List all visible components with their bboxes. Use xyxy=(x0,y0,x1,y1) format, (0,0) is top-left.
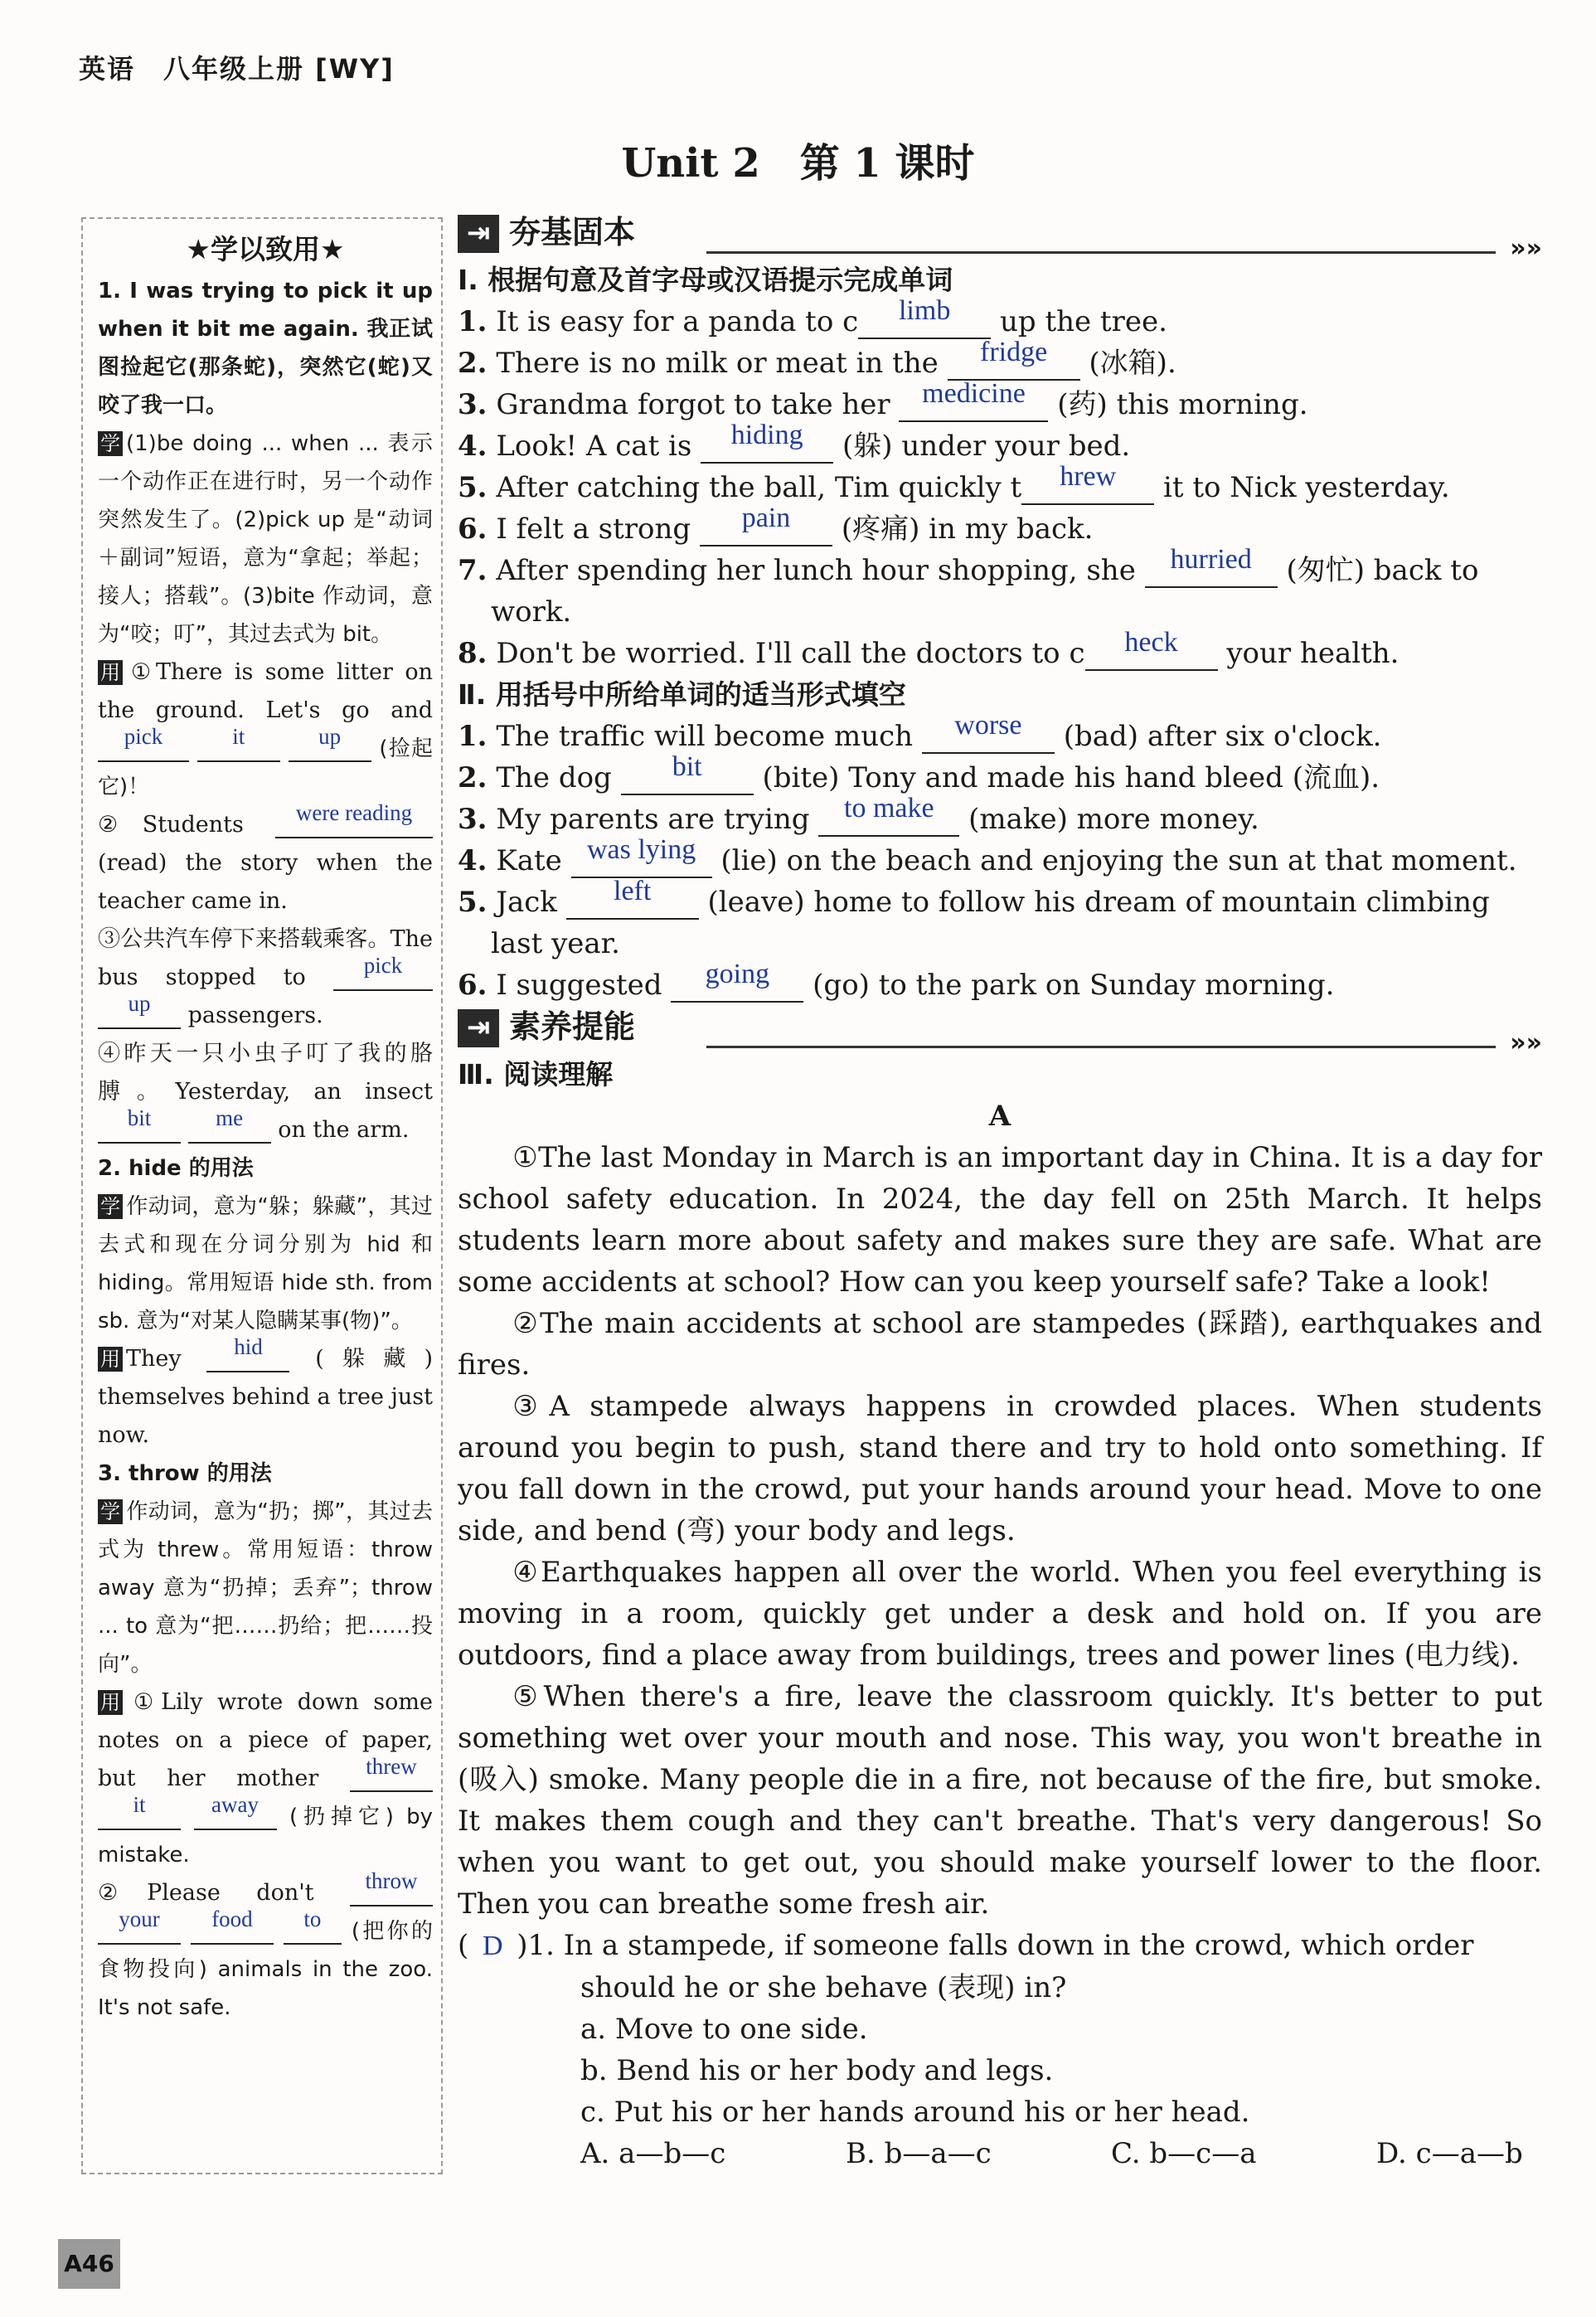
sidebar-use4: ④昨天一只小虫子叮了我的胳膊。Yesterday, an insect bit me on the arm. xyxy=(98,1041,433,1143)
sidebar-item3-head: 3. throw 的用法 xyxy=(98,1461,272,1486)
arrow-box-icon: ⇥ xyxy=(458,215,499,253)
question-row: 7. After spending her lunch hour shopping, she hurried (匆忙) back to xyxy=(458,544,1479,587)
question-row: 6. I felt a strong pain (疼痛) in my back. xyxy=(458,503,1094,546)
learn-tag: 学 xyxy=(98,431,123,456)
sidebar-item1-learn: 学 (1)be doing ... when ... 表示一个动作正在进行时，另一个动作突然发生了。(2)pick up 是“动词＋副词”短语，意为“拿起；举起；接人；搭载”。(3)bite 作动词，意为“咬；叮”，其过去式为 bit。 xyxy=(98,431,433,647)
passage-paragraph: ④Earthquakes happen all over the world. When you feel everything is moving in a room, quickly get under a desk and hold on. If you are outdoors, find a place away from buildings, trees and power lines (电力线). xyxy=(458,1556,1542,1672)
sidebar-use1: 用 ①There is some litter on the ground. Let's go and pick it up (捡起它)！ xyxy=(98,659,433,799)
question-row: 5. After catching the ball, Tim quickly t hrew it to Nick yesterday. xyxy=(458,461,1450,504)
question-row: 1. It is easy for a panda to c limb up the tree. xyxy=(458,295,1167,338)
statement-a: a. Move to one side. xyxy=(580,2013,868,2046)
sidebar-item2-head: 2. hide 的用法 xyxy=(98,1156,254,1181)
passage-label: A xyxy=(988,1100,1011,1133)
sidebar-item1-head: 1. I was trying to pick it up when it bit me again. 我正试图捡起它(那条蛇)，突然它(蛇)又咬了我一口。 xyxy=(98,279,433,418)
part-1-questions xyxy=(458,295,1542,674)
main-exercises xyxy=(458,211,1542,2174)
reading-question-1-cont: should he or she behave (表现) in? xyxy=(580,1971,1067,2004)
option-a: A. a—b—c xyxy=(580,2137,726,2170)
question-row: 4. Kate was lying (lie) on the beach and enjoying the sun at that moment. xyxy=(458,834,1517,877)
section-heading-1: ⇥ 夯基固本 »» xyxy=(458,211,1542,258)
part-2-heading: Ⅱ. 用括号中所给单词的适当形式填空 xyxy=(458,678,906,711)
section-heading-2: ⇥ 素养提能 »» xyxy=(458,1006,1542,1052)
question-continuation: work. xyxy=(491,595,572,629)
question-row: 2. There is no milk or meat in the fridge (冰箱). xyxy=(458,337,1176,380)
reading-question-1: ( D )1. In a stampede, if someone falls down in the crowd, which order xyxy=(458,1925,1542,1967)
part-2-questions xyxy=(458,710,1542,1006)
question-continuation: last year. xyxy=(491,927,620,960)
use-tag: 用 xyxy=(98,660,123,685)
passage-paragraph: ⑤When there's a fire, leave the classroom quickly. It's better to put something wet over your mouth and nose. This way, you won't breathe in (吸入) smoke. Many people die in a fire, not because of the fire, but smoke. It makes them cough and they can't breathe. That's very dangerous! So when you want to get out, you should make yourself lower to the floor. Then you can breathe some fresh air. xyxy=(458,1680,1542,1921)
option-d: D. c—a—b xyxy=(1376,2137,1523,2170)
triple-chevron-icon: »» xyxy=(1510,234,1542,263)
sidebar-study-box xyxy=(81,217,443,2174)
sidebar-use3: ③公共汽车停下来搭载乘客。The bus stopped to pick up passengers. xyxy=(98,926,433,1028)
sidebar-item3-learn: 学 作动词，意为“扔；掷”，其过去式为 threw。常用短语：throw away 意为“扔掉；丢弃”；throw ... to 意为“把……扔给；把……投向”。 xyxy=(98,1499,433,1677)
part-1-heading: Ⅰ. 根据句意及首字母或汉语提示完成单词 xyxy=(458,264,953,296)
question-row: 5. Jack left (leave) home to follow his dream of mountain climbing xyxy=(458,876,1490,919)
statement-b: b. Bend his or her body and legs. xyxy=(580,2054,1054,2087)
option-b: B. b—a—c xyxy=(846,2137,992,2170)
statement-c: c. Put his or her hands around his or her head. xyxy=(580,2096,1250,2129)
question-row: 6. I suggested going (go) to the park on Sunday morning. xyxy=(458,959,1335,1002)
question-row: 2. The dog bit (bite) Tony and made his hand bleed (流血). xyxy=(458,751,1380,794)
sidebar-use6: 用 ①Lily wrote down some notes on a piece of paper, but her mother threw it away (扔掉它) by mistake. xyxy=(98,1689,433,1868)
triple-chevron-icon: »» xyxy=(1510,1028,1542,1057)
sidebar-use5: 用 They hid (躲藏) themselves behind a tree just now. xyxy=(98,1334,433,1448)
arrow-box-icon: ⇥ xyxy=(458,1009,499,1047)
question-row: 3. Grandma forgot to take her medicine (药) this morning. xyxy=(458,378,1308,421)
passage-paragraph: ①The last Monday in March is an important day in China. It is a day for school safety education. In 2024, the day fell on 25th March. It helps students learn more about safety and makes sure they are safe. What are some accidents at school? How can you keep yourself safe? Take a look! xyxy=(458,1141,1542,1299)
question-row: 1. The traffic will become much worse (bad) after six o'clock. xyxy=(458,710,1382,753)
question-row: 3. My parents are trying to make (make) more money. xyxy=(458,793,1259,836)
passage-paragraph: ②The main accidents at school are stampedes (踩踏), earthquakes and fires. xyxy=(458,1307,1542,1382)
option-c: C. b—c—a xyxy=(1111,2137,1257,2170)
page-header: 英语 八年级上册 [WY] xyxy=(79,53,395,85)
answer-mark: D xyxy=(482,1931,503,1961)
page-number: A46 xyxy=(58,2239,120,2289)
sidebar-use7: ②Please don't throw your food to (把你的食物投向) animals in the zoo. It's not safe. xyxy=(98,1868,433,2020)
passage-paragraph: ③A stampede always happens in crowded places. When students around you begin to push, stand there and try to hold onto something. If you fall down in the crowd, put your hands around your head. Move to one side, and bend (弯) your body and legs. xyxy=(458,1390,1542,1547)
page-title: Unit 2 第 1 课时 xyxy=(621,140,975,187)
question-row: 4. Look! A cat is hiding (躲) under your bed. xyxy=(458,420,1131,463)
sidebar-title: ★学以致用★ xyxy=(186,233,345,265)
sidebar-use2: ②Students were reading (read) the story when the teacher came in. xyxy=(98,800,433,914)
question-row: 8. Don't be worried. I'll call the doctors to c heck your health. xyxy=(458,627,1400,670)
part-3-heading: Ⅲ. 阅读理解 xyxy=(458,1058,614,1090)
answer-options xyxy=(580,2133,1542,2174)
sidebar-item2-learn: 学 作动词，意为“躲；躲藏”，其过去式和现在分词分别为 hid 和 hiding。常用短语 hide sth. from sb. 意为“对某人隐瞒某事(物)”。 xyxy=(98,1194,433,1333)
